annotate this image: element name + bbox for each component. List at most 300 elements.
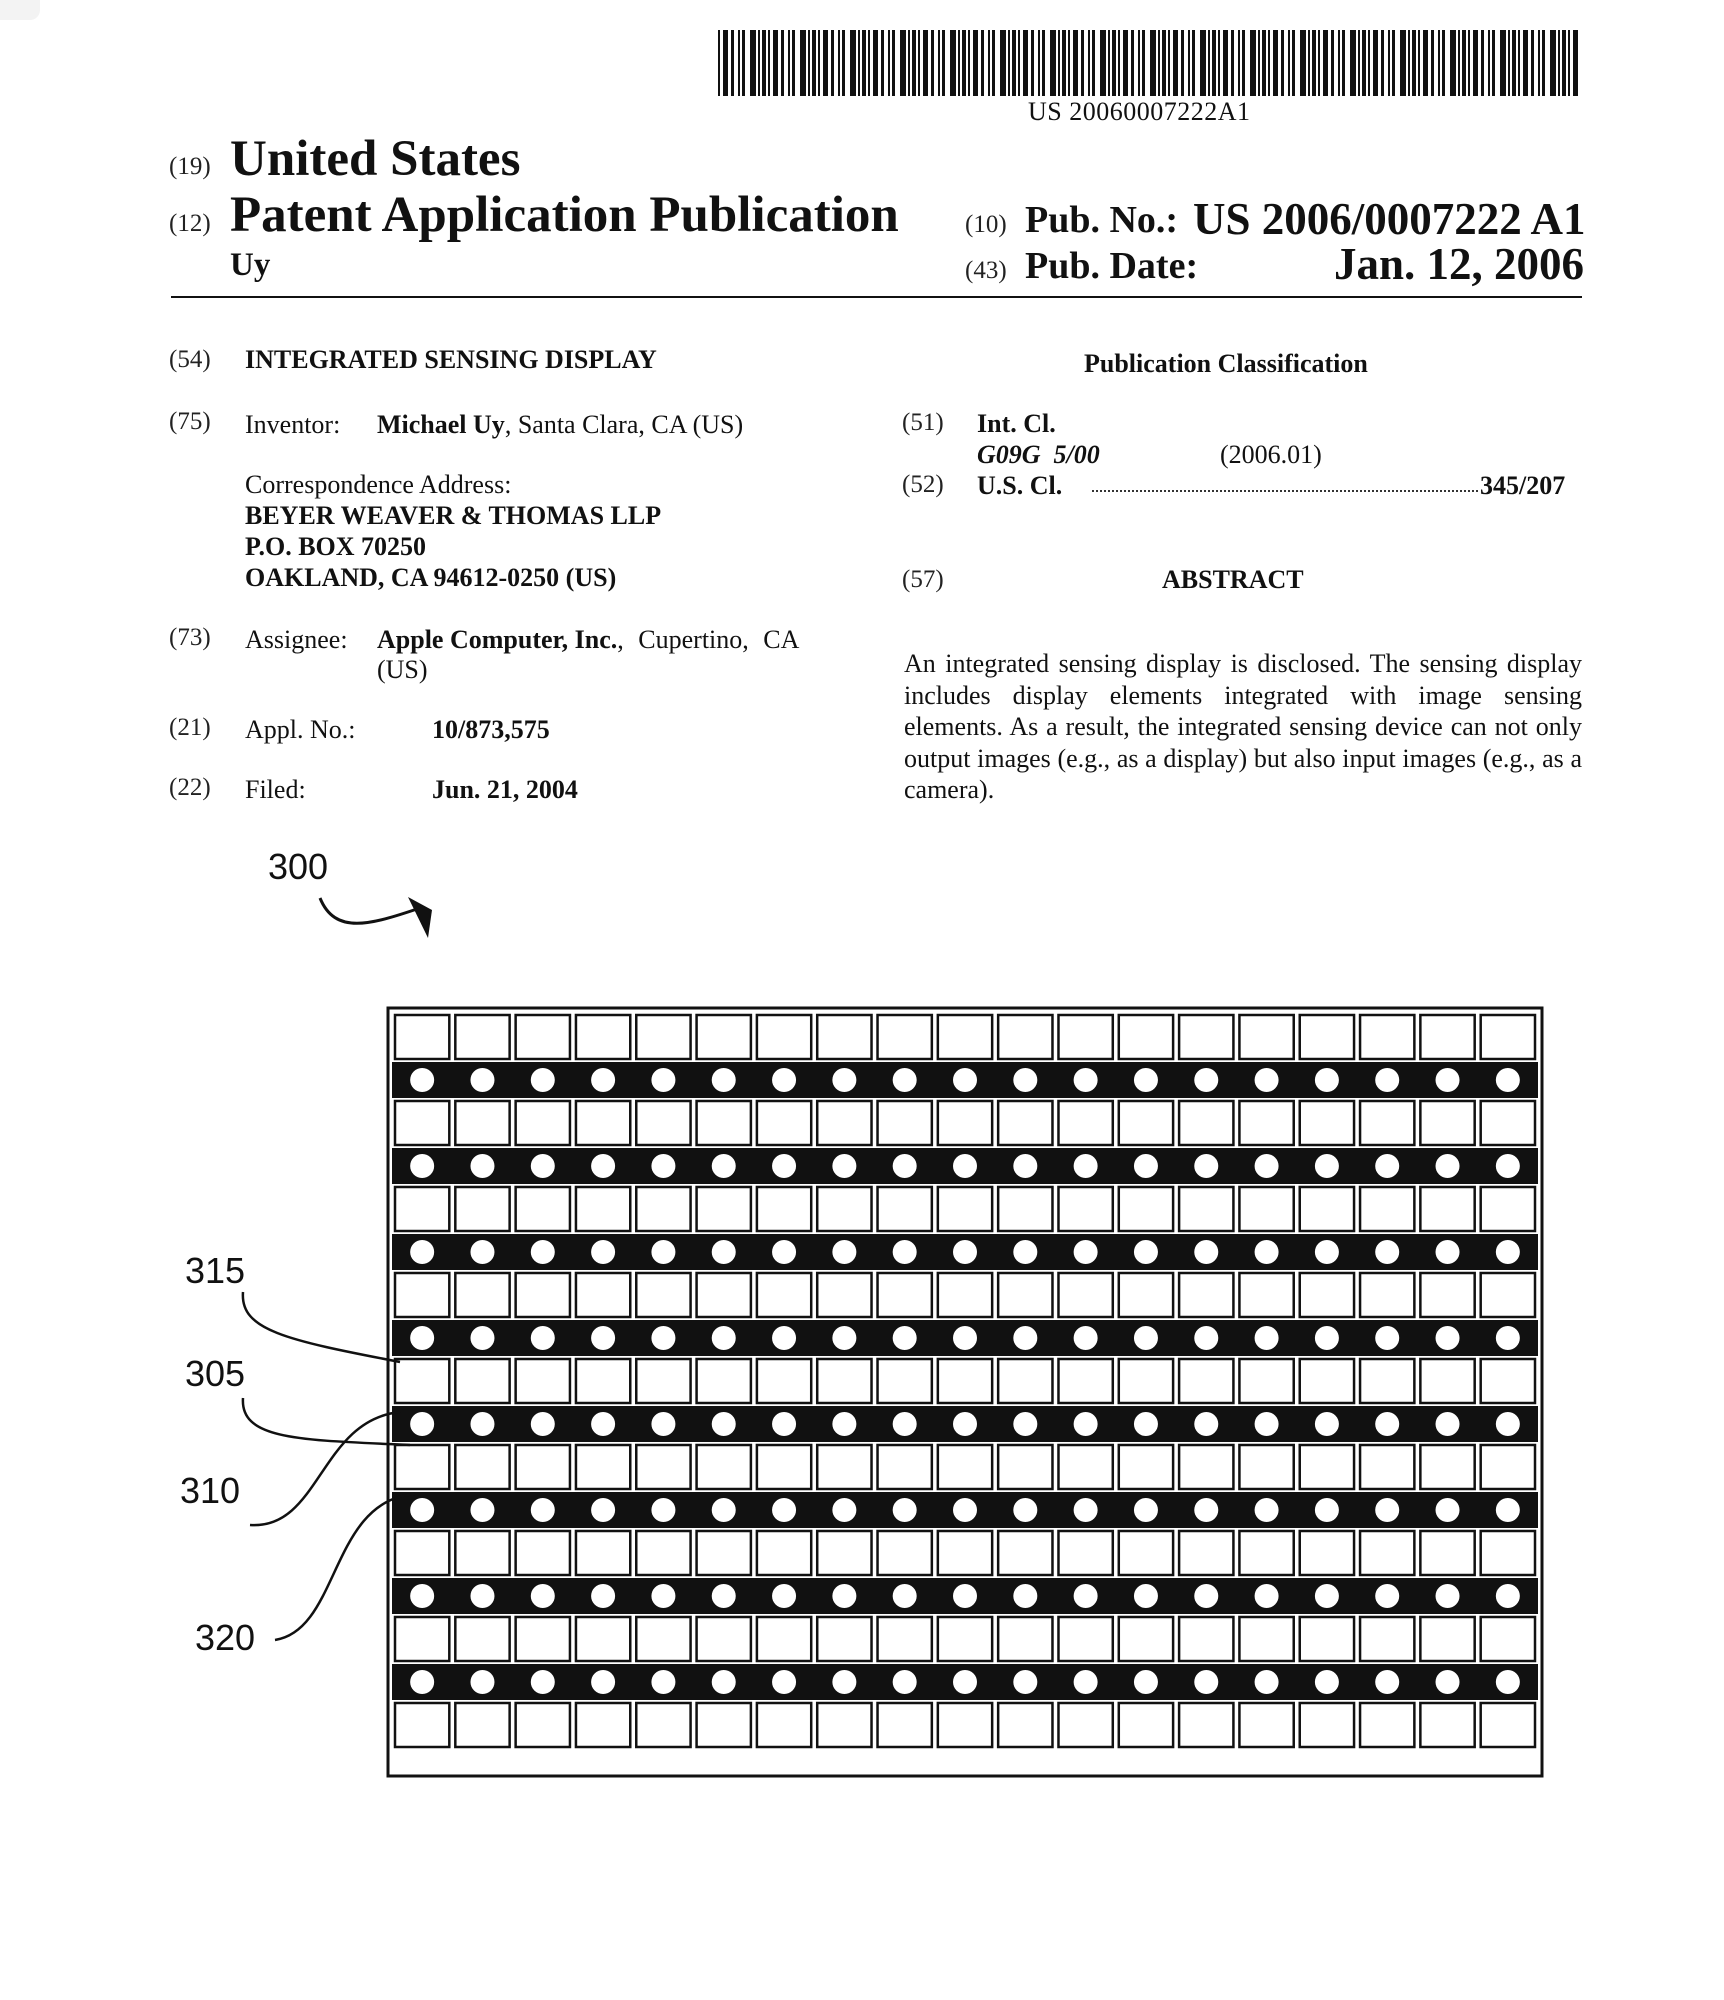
barcode-bar	[1238, 30, 1240, 96]
image-sensing-element	[1255, 1670, 1279, 1694]
barcode-bar	[1400, 30, 1406, 96]
filed-label: Filed:	[245, 775, 306, 804]
image-sensing-element	[1134, 1498, 1158, 1522]
inventor-surname: Uy	[230, 247, 271, 283]
display-element	[1300, 1187, 1354, 1231]
display-element	[938, 1101, 992, 1145]
image-sensing-element	[893, 1670, 917, 1694]
barcode-bar	[1318, 30, 1320, 96]
image-sensing-element	[531, 1498, 555, 1522]
image-sensing-element	[893, 1154, 917, 1178]
barcode-bar	[1518, 30, 1520, 96]
display-grid	[392, 1015, 1538, 1747]
image-sensing-element	[1013, 1068, 1037, 1092]
barcode-bar	[1342, 30, 1345, 96]
display-element	[1119, 1015, 1173, 1059]
image-sensing-element	[531, 1068, 555, 1092]
display-element	[576, 1445, 630, 1489]
display-element	[1481, 1359, 1535, 1403]
image-sensing-element	[1375, 1412, 1399, 1436]
display-element	[878, 1273, 932, 1317]
display-element	[576, 1273, 630, 1317]
display-element	[455, 1015, 509, 1059]
image-sensing-element	[1134, 1412, 1158, 1436]
barcode-bar	[1312, 30, 1316, 96]
display-element	[1360, 1703, 1414, 1747]
country-code: (19)	[169, 153, 211, 180]
display-element	[1239, 1101, 1293, 1145]
barcode-bar	[842, 30, 845, 96]
barcode-bar	[1138, 30, 1140, 96]
barcode-bar	[1108, 30, 1110, 96]
display-element	[817, 1617, 871, 1661]
display-element	[938, 1273, 992, 1317]
display-element	[1481, 1617, 1535, 1661]
image-sensing-element	[1074, 1670, 1098, 1694]
barcode-bar	[1073, 30, 1078, 96]
image-sensing-element	[1315, 1154, 1339, 1178]
display-element	[817, 1445, 871, 1489]
display-element	[938, 1617, 992, 1661]
barcode-bar	[788, 30, 790, 96]
image-sensing-element	[1375, 1154, 1399, 1178]
leader-315	[243, 1292, 400, 1362]
image-sensing-element	[470, 1068, 494, 1092]
image-sensing-element	[712, 1068, 736, 1092]
barcode-bar	[1473, 30, 1478, 96]
appl-code: (21)	[169, 714, 211, 741]
display-element	[697, 1445, 751, 1489]
barcode-bar	[758, 30, 760, 96]
display-element	[998, 1015, 1052, 1059]
image-sensing-element	[1496, 1584, 1520, 1608]
barcode-bar	[1458, 30, 1460, 96]
barcode-bar	[831, 30, 834, 96]
barcode-bar	[1268, 30, 1270, 96]
inventor-location: , Santa Clara, CA (US)	[504, 410, 744, 439]
barcode-bar	[850, 30, 856, 96]
image-sensing-element	[1315, 1498, 1339, 1522]
display-element	[1119, 1445, 1173, 1489]
barcode-bar	[823, 30, 828, 96]
correspondence-line3: OAKLAND, CA 94612-0250 (US)	[245, 563, 617, 592]
image-sensing-element	[591, 1240, 615, 1264]
image-sensing-element	[1074, 1412, 1098, 1436]
display-element	[998, 1101, 1052, 1145]
country-name: United States	[230, 131, 521, 187]
display-element	[817, 1187, 871, 1231]
barcode-bar	[1050, 30, 1056, 96]
image-sensing-element	[712, 1326, 736, 1350]
figure-ref-315: 315	[185, 1250, 246, 1291]
correspondence-line1: BEYER WEAVER & THOMAS LLP	[245, 501, 662, 530]
image-sensing-element	[1013, 1670, 1037, 1694]
display-element	[998, 1187, 1052, 1231]
barcode-bar	[942, 30, 945, 96]
image-sensing-element	[651, 1670, 675, 1694]
pub-no-code: (10)	[965, 211, 1007, 238]
image-sensing-element	[1375, 1068, 1399, 1092]
barcode-bar	[1242, 30, 1245, 96]
ref-300-arrow-curve	[320, 898, 420, 923]
display-element	[516, 1359, 570, 1403]
display-element	[1360, 1015, 1414, 1059]
barcode-bar	[768, 30, 770, 96]
invention-title: INTEGRATED SENSING DISPLAY	[245, 345, 657, 374]
image-sensing-element	[410, 1068, 434, 1092]
display-element	[1481, 1445, 1535, 1489]
image-sensing-element	[531, 1412, 555, 1436]
barcode-bar	[1018, 30, 1020, 96]
barcode-number: US 20060007222A1	[1028, 97, 1251, 126]
display-element	[455, 1703, 509, 1747]
display-element	[1300, 1531, 1354, 1575]
image-sensing-element	[591, 1670, 615, 1694]
image-sensing-element	[1436, 1068, 1460, 1092]
display-element	[1119, 1359, 1173, 1403]
barcode-bar	[818, 30, 820, 96]
barcode-bar	[1523, 30, 1528, 96]
display-element	[516, 1445, 570, 1489]
image-sensing-element	[470, 1240, 494, 1264]
image-sensing-element	[1013, 1412, 1037, 1436]
barcode-bar	[1562, 30, 1566, 96]
display-element	[636, 1101, 690, 1145]
barcode-bar	[1418, 30, 1420, 96]
image-sensing-element	[531, 1584, 555, 1608]
display-element	[516, 1531, 570, 1575]
display-element	[1179, 1531, 1233, 1575]
display-element	[998, 1273, 1052, 1317]
barcode-bar	[1258, 30, 1260, 96]
us-cl-class: 345/207	[1480, 471, 1566, 500]
barcode-bar	[1392, 30, 1395, 96]
barcode-bar	[723, 30, 728, 96]
display-element	[1420, 1531, 1474, 1575]
display-element	[1420, 1359, 1474, 1403]
image-sensing-element	[1194, 1326, 1218, 1350]
display-element	[1119, 1273, 1173, 1317]
barcode-bar	[1358, 30, 1360, 96]
display-element	[395, 1187, 449, 1231]
barcode-bar	[1062, 30, 1066, 96]
image-sensing-element	[1074, 1240, 1098, 1264]
barcode-bar	[1550, 30, 1556, 96]
image-sensing-element	[591, 1326, 615, 1350]
us-cl-code: (52)	[902, 471, 944, 498]
display-element	[516, 1703, 570, 1747]
barcode-bar	[1362, 30, 1366, 96]
image-sensing-element	[410, 1240, 434, 1264]
correspondence-line2: P.O. BOX 70250	[245, 532, 427, 561]
display-element	[1300, 1703, 1354, 1747]
display-element	[1481, 1187, 1535, 1231]
barcode-bar	[1512, 30, 1516, 96]
abstract-text: An integrated sensing display is disclosed. The sensing display includes display elements integrated with image sensing elements. As a result, the integrated sensing device can not only output images (e.g., as a display) but also input images (e.g., as a camera).	[904, 649, 1582, 804]
abstract-heading: ABSTRACT	[1162, 565, 1304, 594]
title-code: (54)	[169, 346, 211, 373]
display-element	[1239, 1531, 1293, 1575]
image-sensing-element	[953, 1498, 977, 1522]
image-sensing-element	[1315, 1326, 1339, 1350]
image-sensing-element	[1315, 1584, 1339, 1608]
display-element	[998, 1359, 1052, 1403]
image-sensing-element	[1255, 1240, 1279, 1264]
barcode-bar	[1112, 30, 1116, 96]
display-element	[1058, 1703, 1112, 1747]
display-element	[1179, 1359, 1233, 1403]
image-sensing-element	[1496, 1154, 1520, 1178]
display-element	[395, 1445, 449, 1489]
display-element	[1481, 1273, 1535, 1317]
display-element	[636, 1617, 690, 1661]
image-sensing-element	[1375, 1670, 1399, 1694]
display-element	[1481, 1531, 1535, 1575]
int-cl-code: (51)	[902, 409, 944, 436]
display-element	[395, 1359, 449, 1403]
image-sensing-element	[1315, 1240, 1339, 1264]
image-sensing-element	[832, 1326, 856, 1350]
image-sensing-element	[651, 1498, 675, 1522]
barcode-bar	[908, 30, 910, 96]
barcode-bar	[1142, 30, 1145, 96]
display-element	[1179, 1445, 1233, 1489]
display-element	[697, 1273, 751, 1317]
barcode-bar	[1508, 30, 1510, 96]
barcode-bar	[1250, 30, 1256, 96]
barcode-bar	[992, 30, 995, 96]
image-sensing-element	[772, 1670, 796, 1694]
display-element	[757, 1187, 811, 1231]
image-sensing-element	[470, 1584, 494, 1608]
barcode-bar	[1000, 30, 1006, 96]
display-element	[878, 1359, 932, 1403]
display-element	[1360, 1273, 1414, 1317]
display-element	[1300, 1273, 1354, 1317]
appl-label: Appl. No.:	[245, 715, 356, 744]
display-element	[1300, 1617, 1354, 1661]
image-sensing-element	[893, 1240, 917, 1264]
barcode-bar	[742, 30, 745, 96]
display-element	[757, 1703, 811, 1747]
display-element	[1360, 1531, 1414, 1575]
image-sensing-element	[410, 1498, 434, 1522]
display-element	[636, 1187, 690, 1231]
barcode-bar	[1423, 30, 1428, 96]
barcode-bar	[762, 30, 766, 96]
image-sensing-element	[1194, 1240, 1218, 1264]
display-element	[817, 1703, 871, 1747]
publication-type: Patent Application Publication	[230, 187, 899, 243]
image-sensing-element	[1436, 1498, 1460, 1522]
image-sensing-element	[832, 1498, 856, 1522]
display-element	[1481, 1703, 1535, 1747]
barcode-bar	[1273, 30, 1278, 96]
display-element	[1360, 1445, 1414, 1489]
us-cl-label: U.S. Cl.	[977, 471, 1063, 500]
barcode-bar	[1281, 30, 1284, 96]
image-sensing-element	[1074, 1584, 1098, 1608]
barcode-bar	[1023, 30, 1028, 96]
barcode-bar	[731, 30, 734, 96]
display-element	[1058, 1101, 1112, 1145]
image-sensing-element	[953, 1240, 977, 1264]
image-sensing-element	[1134, 1670, 1158, 1694]
image-sensing-element	[893, 1584, 917, 1608]
image-sensing-element	[893, 1068, 917, 1092]
image-sensing-element	[1013, 1326, 1037, 1350]
barcode-bar	[1538, 30, 1540, 96]
barcode-bar	[1008, 30, 1010, 96]
image-sensing-element	[712, 1154, 736, 1178]
image-sensing-element	[1134, 1326, 1158, 1350]
barcode-bar	[1031, 30, 1034, 96]
assignee-location: , Cupertino, CA	[617, 625, 800, 654]
image-sensing-element	[893, 1498, 917, 1522]
barcode-bar	[1092, 30, 1095, 96]
display-element	[938, 1531, 992, 1575]
display-element	[636, 1015, 690, 1059]
display-element	[938, 1187, 992, 1231]
display-element	[998, 1703, 1052, 1747]
display-element	[1239, 1703, 1293, 1747]
image-sensing-element	[1375, 1326, 1399, 1350]
display-element	[998, 1617, 1052, 1661]
sensing-display-figure	[0, 820, 1724, 1820]
inventor-entry	[377, 410, 743, 440]
image-sensing-element	[772, 1240, 796, 1264]
image-sensing-element	[531, 1154, 555, 1178]
image-sensing-element	[832, 1154, 856, 1178]
image-sensing-element	[1375, 1584, 1399, 1608]
display-element	[1119, 1101, 1173, 1145]
image-sensing-element	[1255, 1584, 1279, 1608]
image-sensing-element	[712, 1670, 736, 1694]
barcode-bar	[1042, 30, 1045, 96]
image-sensing-element	[1436, 1670, 1460, 1694]
display-element	[395, 1015, 449, 1059]
display-element	[455, 1359, 509, 1403]
barcode-bar	[718, 30, 720, 96]
leader-305	[243, 1398, 410, 1445]
ref-300-arrow-head	[408, 897, 432, 938]
image-sensing-element	[772, 1154, 796, 1178]
barcode-bar	[900, 30, 906, 96]
display-element	[1360, 1359, 1414, 1403]
display-element	[938, 1359, 992, 1403]
header-rule	[171, 296, 1582, 298]
display-element	[1119, 1531, 1173, 1575]
image-sensing-element	[1496, 1412, 1520, 1436]
barcode-bar	[812, 30, 816, 96]
image-sensing-element	[1436, 1154, 1460, 1178]
display-element	[1058, 1531, 1112, 1575]
image-sensing-element	[470, 1154, 494, 1178]
barcode-bar	[923, 30, 928, 96]
barcode-bar	[862, 30, 866, 96]
barcode-bar	[1542, 30, 1545, 96]
type-code: (12)	[169, 210, 211, 237]
image-sensing-element	[470, 1498, 494, 1522]
barcode-bar	[912, 30, 916, 96]
image-sensing-element	[470, 1670, 494, 1694]
barcode-bar	[881, 30, 884, 96]
display-element	[576, 1187, 630, 1231]
barcode-bar	[1438, 30, 1440, 96]
barcode-bar	[1300, 30, 1306, 96]
display-element	[697, 1187, 751, 1231]
image-sensing-element	[893, 1326, 917, 1350]
barcode-bar	[1188, 30, 1190, 96]
barcode-bar	[931, 30, 934, 96]
barcode-bar	[962, 30, 966, 96]
inventor-name: Michael Uy	[377, 410, 505, 439]
display-element	[1179, 1101, 1233, 1145]
int-cl-class: G09G 5/00	[977, 440, 1100, 469]
image-sensing-element	[651, 1154, 675, 1178]
display-element	[878, 1445, 932, 1489]
image-sensing-element	[1315, 1670, 1339, 1694]
display-element	[516, 1617, 570, 1661]
image-sensing-element	[832, 1584, 856, 1608]
display-element	[1239, 1187, 1293, 1231]
barcode-bar	[1158, 30, 1160, 96]
barcode-bar	[1150, 30, 1156, 96]
pub-no-label: Pub. No.:	[1025, 199, 1179, 241]
barcode-bar	[950, 30, 956, 96]
barcode-bar	[792, 30, 795, 96]
display-element	[1360, 1617, 1414, 1661]
image-sensing-element	[1013, 1154, 1037, 1178]
barcode-bar	[1350, 30, 1356, 96]
pub-date: Jan. 12, 2006	[1334, 239, 1585, 289]
barcode-bar	[1368, 30, 1370, 96]
display-element	[1179, 1015, 1233, 1059]
assignee-label: Assignee:	[245, 625, 348, 654]
abstract-code: (57)	[902, 566, 944, 593]
image-sensing-element	[1436, 1584, 1460, 1608]
image-sensing-element	[772, 1412, 796, 1436]
display-element	[1420, 1101, 1474, 1145]
image-sensing-element	[1375, 1498, 1399, 1522]
display-element	[757, 1359, 811, 1403]
display-element	[1239, 1273, 1293, 1317]
display-element	[1058, 1187, 1112, 1231]
barcode-bar	[958, 30, 960, 96]
image-sensing-element	[591, 1412, 615, 1436]
display-element	[636, 1703, 690, 1747]
display-element	[1179, 1617, 1233, 1661]
display-element	[1481, 1015, 1535, 1059]
display-element	[1119, 1187, 1173, 1231]
display-element	[697, 1531, 751, 1575]
barcode-bar	[981, 30, 984, 96]
barcode-bar	[738, 30, 740, 96]
display-element	[1360, 1187, 1414, 1231]
barcode-bar	[1081, 30, 1084, 96]
inventor-label: Inventor:	[245, 410, 341, 439]
image-sensing-element	[772, 1584, 796, 1608]
image-sensing-element	[531, 1326, 555, 1350]
barcode-bar	[1468, 30, 1470, 96]
image-sensing-element	[410, 1584, 434, 1608]
image-sensing-element	[651, 1584, 675, 1608]
barcode-bar	[1331, 30, 1334, 96]
barcode-bar	[1218, 30, 1220, 96]
barcode-bar	[1192, 30, 1195, 96]
image-sensing-element	[1134, 1240, 1158, 1264]
display-element	[576, 1617, 630, 1661]
